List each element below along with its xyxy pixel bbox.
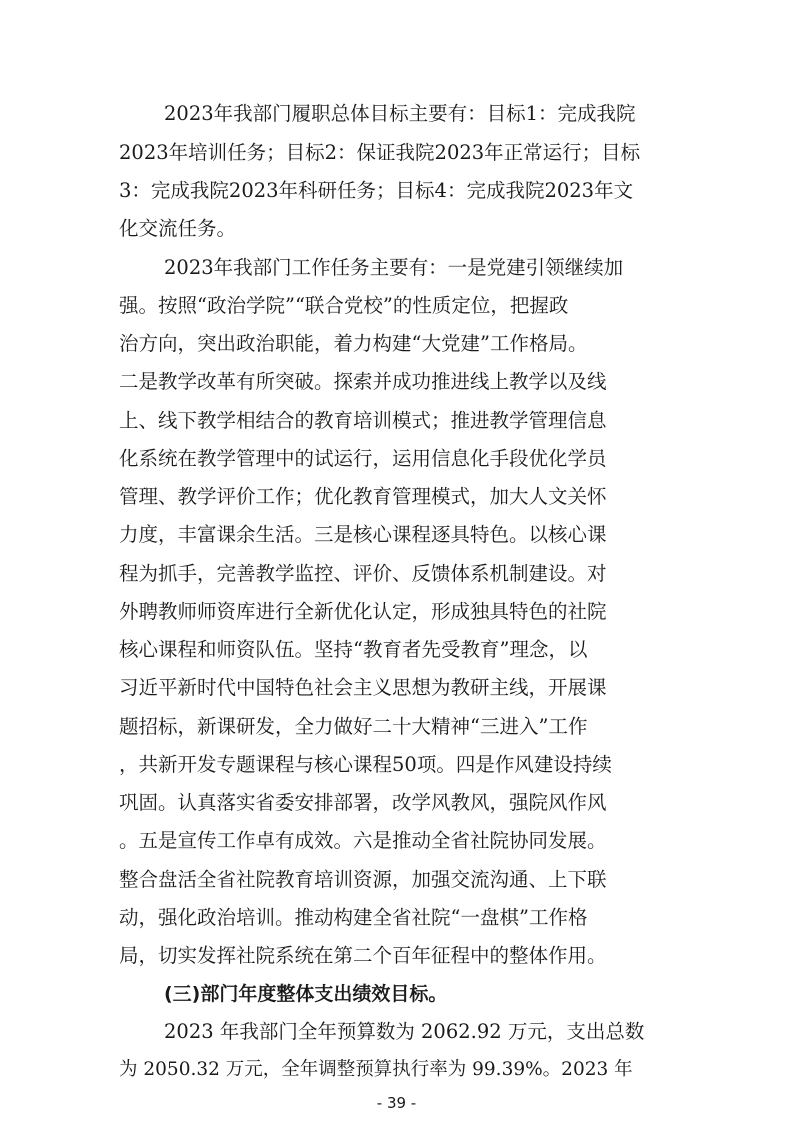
paragraph-1-line: 2023年我部门履职总体目标主要有：目标1：完成我院 xyxy=(164,102,636,125)
paragraph-2-line: 外聘教师师资库进行全新优化认定，形成独具特色的社院 xyxy=(119,600,607,623)
paragraph-1-line: 化交流任务。 xyxy=(119,217,237,240)
paragraph-2-line: 化系统在教学管理中的试运行，运用信息化手段优化学员 xyxy=(119,447,607,470)
paragraph-2-line: 力度，丰富课余生活。三是核心课程逐具特色。以核心课 xyxy=(119,523,607,546)
paragraph-2-line: 核心课程和师资队伍。坚持“教育者先受教育”理念，以 xyxy=(119,638,588,661)
section-heading: (三)部门年度整体支出绩效目标。 xyxy=(164,983,448,1005)
paragraph-1-line: 3：完成我院2023年科研任务；目标4：完成我院2023年文 xyxy=(119,179,634,202)
paragraph-2-line: 。五是宣传工作卓有成效。六是推动全省社院协同发展。 xyxy=(119,829,607,852)
paragraph-2-line: 巩固。认真落实省委安排部署，改学风教风，强院风作风 xyxy=(119,791,607,814)
paragraph-2-line: 治方向，突出政治职能，着力构建“大党建”工作格局。 xyxy=(119,332,588,355)
paragraph-2-line: 习近平新时代中国特色社会主义思想为教研主线，开展课 xyxy=(119,676,607,699)
page-number: - 39 - xyxy=(376,1094,417,1112)
paragraph-3-line: 2023 年我部门全年预算数为 2062.92 万元，支出总数 xyxy=(164,1020,645,1043)
paragraph-1-line: 2023年培训任务；目标2：保证我院2023年正常运行；目标 xyxy=(119,141,641,164)
paragraph-2-line: 动，强化政治培训。推动构建全省社院“一盘棋”工作格 xyxy=(119,906,588,929)
paragraph-2-line: 题招标，新课研发，全力做好二十大精神“三进入”工作 xyxy=(119,715,588,738)
paragraph-3-line: 为 2050.32 万元，全年调整预算执行率为 99.39%。2023 年 xyxy=(119,1059,633,1080)
paragraph-2-line: 上、线下教学相结合的教育培训模式；推进教学管理信息 xyxy=(119,409,607,432)
paragraph-2-line: 管理、教学评价工作；优化教育管理模式，加大人文关怀 xyxy=(119,485,607,508)
paragraph-2-line: 二是教学改革有所突破。探索并成功推进线上教学以及线 xyxy=(119,370,607,393)
paragraph-2-line: 强。按照“政治学院”“联合党校”的性质定位，把握政 xyxy=(119,294,569,317)
paragraph-2-line: 整合盘活全省社院教育培训资源，加强交流沟通、上下联 xyxy=(119,868,607,891)
paragraph-2-line: 程为抓手，完善教学监控、评价、反馈体系机制建设。对 xyxy=(119,562,607,585)
paragraph-2-line: 局，切实发挥社院系统在第二个百年征程中的整体作用。 xyxy=(119,944,607,967)
paragraph-2-line: 2023年我部门工作任务主要有：一是党建引领继续加 xyxy=(164,256,624,279)
paragraph-2-line: ，共新开发专题课程与核心课程50项。四是作风建设持续 xyxy=(119,753,612,776)
